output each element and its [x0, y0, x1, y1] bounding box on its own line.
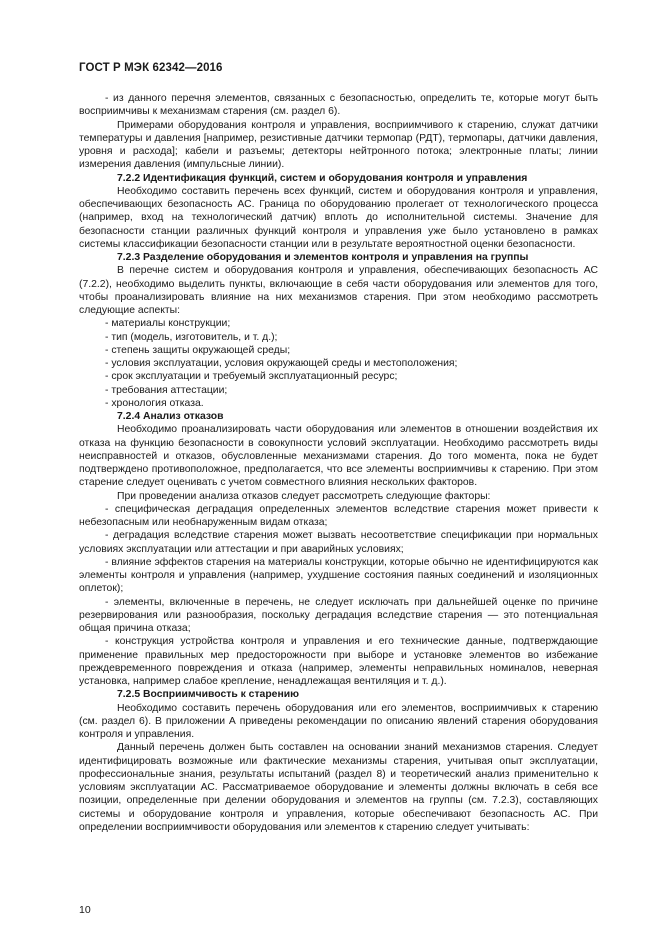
- paragraph: Данный перечень должен быть составлен на основании знаний механизмов старения. Следует идентифицировать возможные или фактические механизмы старения, учитывая опыт эксплуатации, профессиональные знания, результаты испытаний (раздел 8) и теоретический анализ применительно к условиям эксплуатации АС. Рассматриваемое оборудование и элементы должны включать в себя все позиции, определенные при делении оборудования и элементов на группы (см. 7.2.3), составляющих системы и оборудование контроля и управления, которые обеспечивают безопасность АС. При определении восприимчивости оборудования или элементов к старению следует учитывать:: [79, 742, 598, 833]
- page-number: 10: [79, 904, 91, 916]
- list-item: - влияние эффектов старения на материалы конструкции, которые обычно не идентифицируются как элементы контроля и управления (например, ухудшение состояния паяных соединений и изоляционных оплеток);: [79, 556, 598, 595]
- paragraph: В перечне систем и оборудования контроля и управления, обеспечивающих безопасность АС (7.2.2), необходимо выделить пункты, включающие в себя части оборудования или элементов для того, чтобы проанализировать влияние на них механизмов старения. При этом необходимо рассмотреть следующие аспекты:: [79, 265, 598, 316]
- list-item: - деградация вследствие старения может вызвать несоответствие спецификации при нормальных условиях эксплуатации или аттестации и при аварийных условиях;: [79, 530, 598, 555]
- section-heading: 7.2.4 Анализ отказов: [117, 411, 224, 422]
- section-heading: 7.2.3 Разделение оборудования и элементов контроля и управления на группы: [117, 252, 529, 263]
- list-item: - хронология отказа.: [105, 397, 204, 409]
- document-body: [79, 92, 598, 834]
- document-header: ГОСТ Р МЭК 62342—2016: [79, 62, 223, 74]
- list-item: - степень защиты окружающей среды;: [105, 344, 291, 356]
- list-item: - срок эксплуатации и требуемый эксплуатационный ресурс;: [105, 371, 398, 383]
- paragraph: Примерами оборудования контроля и управления, восприимчивого к старению, служат датчики температуры и давления [например, резистивные датчики термопар (РДТ), термопары, датчики давления, уровня и расхода]; кабели и разъемы; детекторы нейтронного потока; электронные платы; линии измерения давления (импульсные линии).: [79, 119, 598, 171]
- list-item: - конструкция устройства контроля и управления и его технические данные, подтверждающие применение правильных мер предосторожности при выборе и установке элементов во избежание преждевременного повреждения и отказа (например, элементы неправильных номиналов, неверная установка, например слабое крепление, ненадлежащая вентиляция и т. д.).: [79, 636, 598, 687]
- list-item: - материалы конструкции;: [105, 318, 231, 330]
- section-heading: 7.2.2 Идентификация функций, систем и оборудования контроля и управления: [117, 172, 528, 184]
- paragraph: Необходимо проанализировать части оборудования или элементов в отношении воздействия их отказа на функцию безопасности в совокупности условий эксплуатации. Необходимо рассмотреть виды неисправностей и отказов, обусловленные механизмами старения. До того момента, пока не будет подтверждено противоположное, предполагается, что все элементы восприимчивы к старению. При этом старение следует оценивать с учетом совместного влияния нескольких факторов.: [79, 424, 598, 489]
- section-heading: 7.2.5 Восприимчивость к старению: [117, 689, 299, 701]
- paragraph: Необходимо составить перечень оборудования или его элементов, восприимчивых к старению (см. раздел 6). В приложении А приведены рекомендации по описанию явлений старения оборудования контроля и управления.: [79, 702, 598, 740]
- paragraph: Необходимо составить перечень всех функций, систем и оборудования контроля и управления, обеспечивающих безопасность АС. Граница по оборудованию пролегает от технологического процесса (например, вход на технологический датчик) вплоть до исполнительной системы. Значение для безопасности станции различных функций контроля и управления уже было установлено в рамках системы классификации безопасности станции или в результате вероятностной оценки безопасности.: [79, 185, 598, 250]
- paragraph: При проведении анализа отказов следует рассмотреть следующие факторы:: [117, 490, 491, 502]
- list-item: - требования аттестации;: [105, 384, 228, 396]
- list-item: - элементы, включенные в перечень, не следует исключать при дальнейшей оценке по причине резервирования или разнообразия, поскольку деградация вследствие старения — это потенциальная общая причина отказа;: [79, 596, 598, 634]
- list-item: - условия эксплуатации, условия окружающей среды и местоположения;: [105, 358, 458, 369]
- list-item: - специфическая деградация определенных элементов вследствие старения может привести к небезопасным или необнаруженным видам отказа;: [79, 503, 598, 528]
- list-item: - из данного перечня элементов, связанных с безопасностью, определить те, которые могут быть восприимчивы к механизмам старения (см. раздел 6).: [79, 93, 598, 118]
- list-item: - тип (модель, изготовитель, и т. д.);: [105, 331, 278, 343]
